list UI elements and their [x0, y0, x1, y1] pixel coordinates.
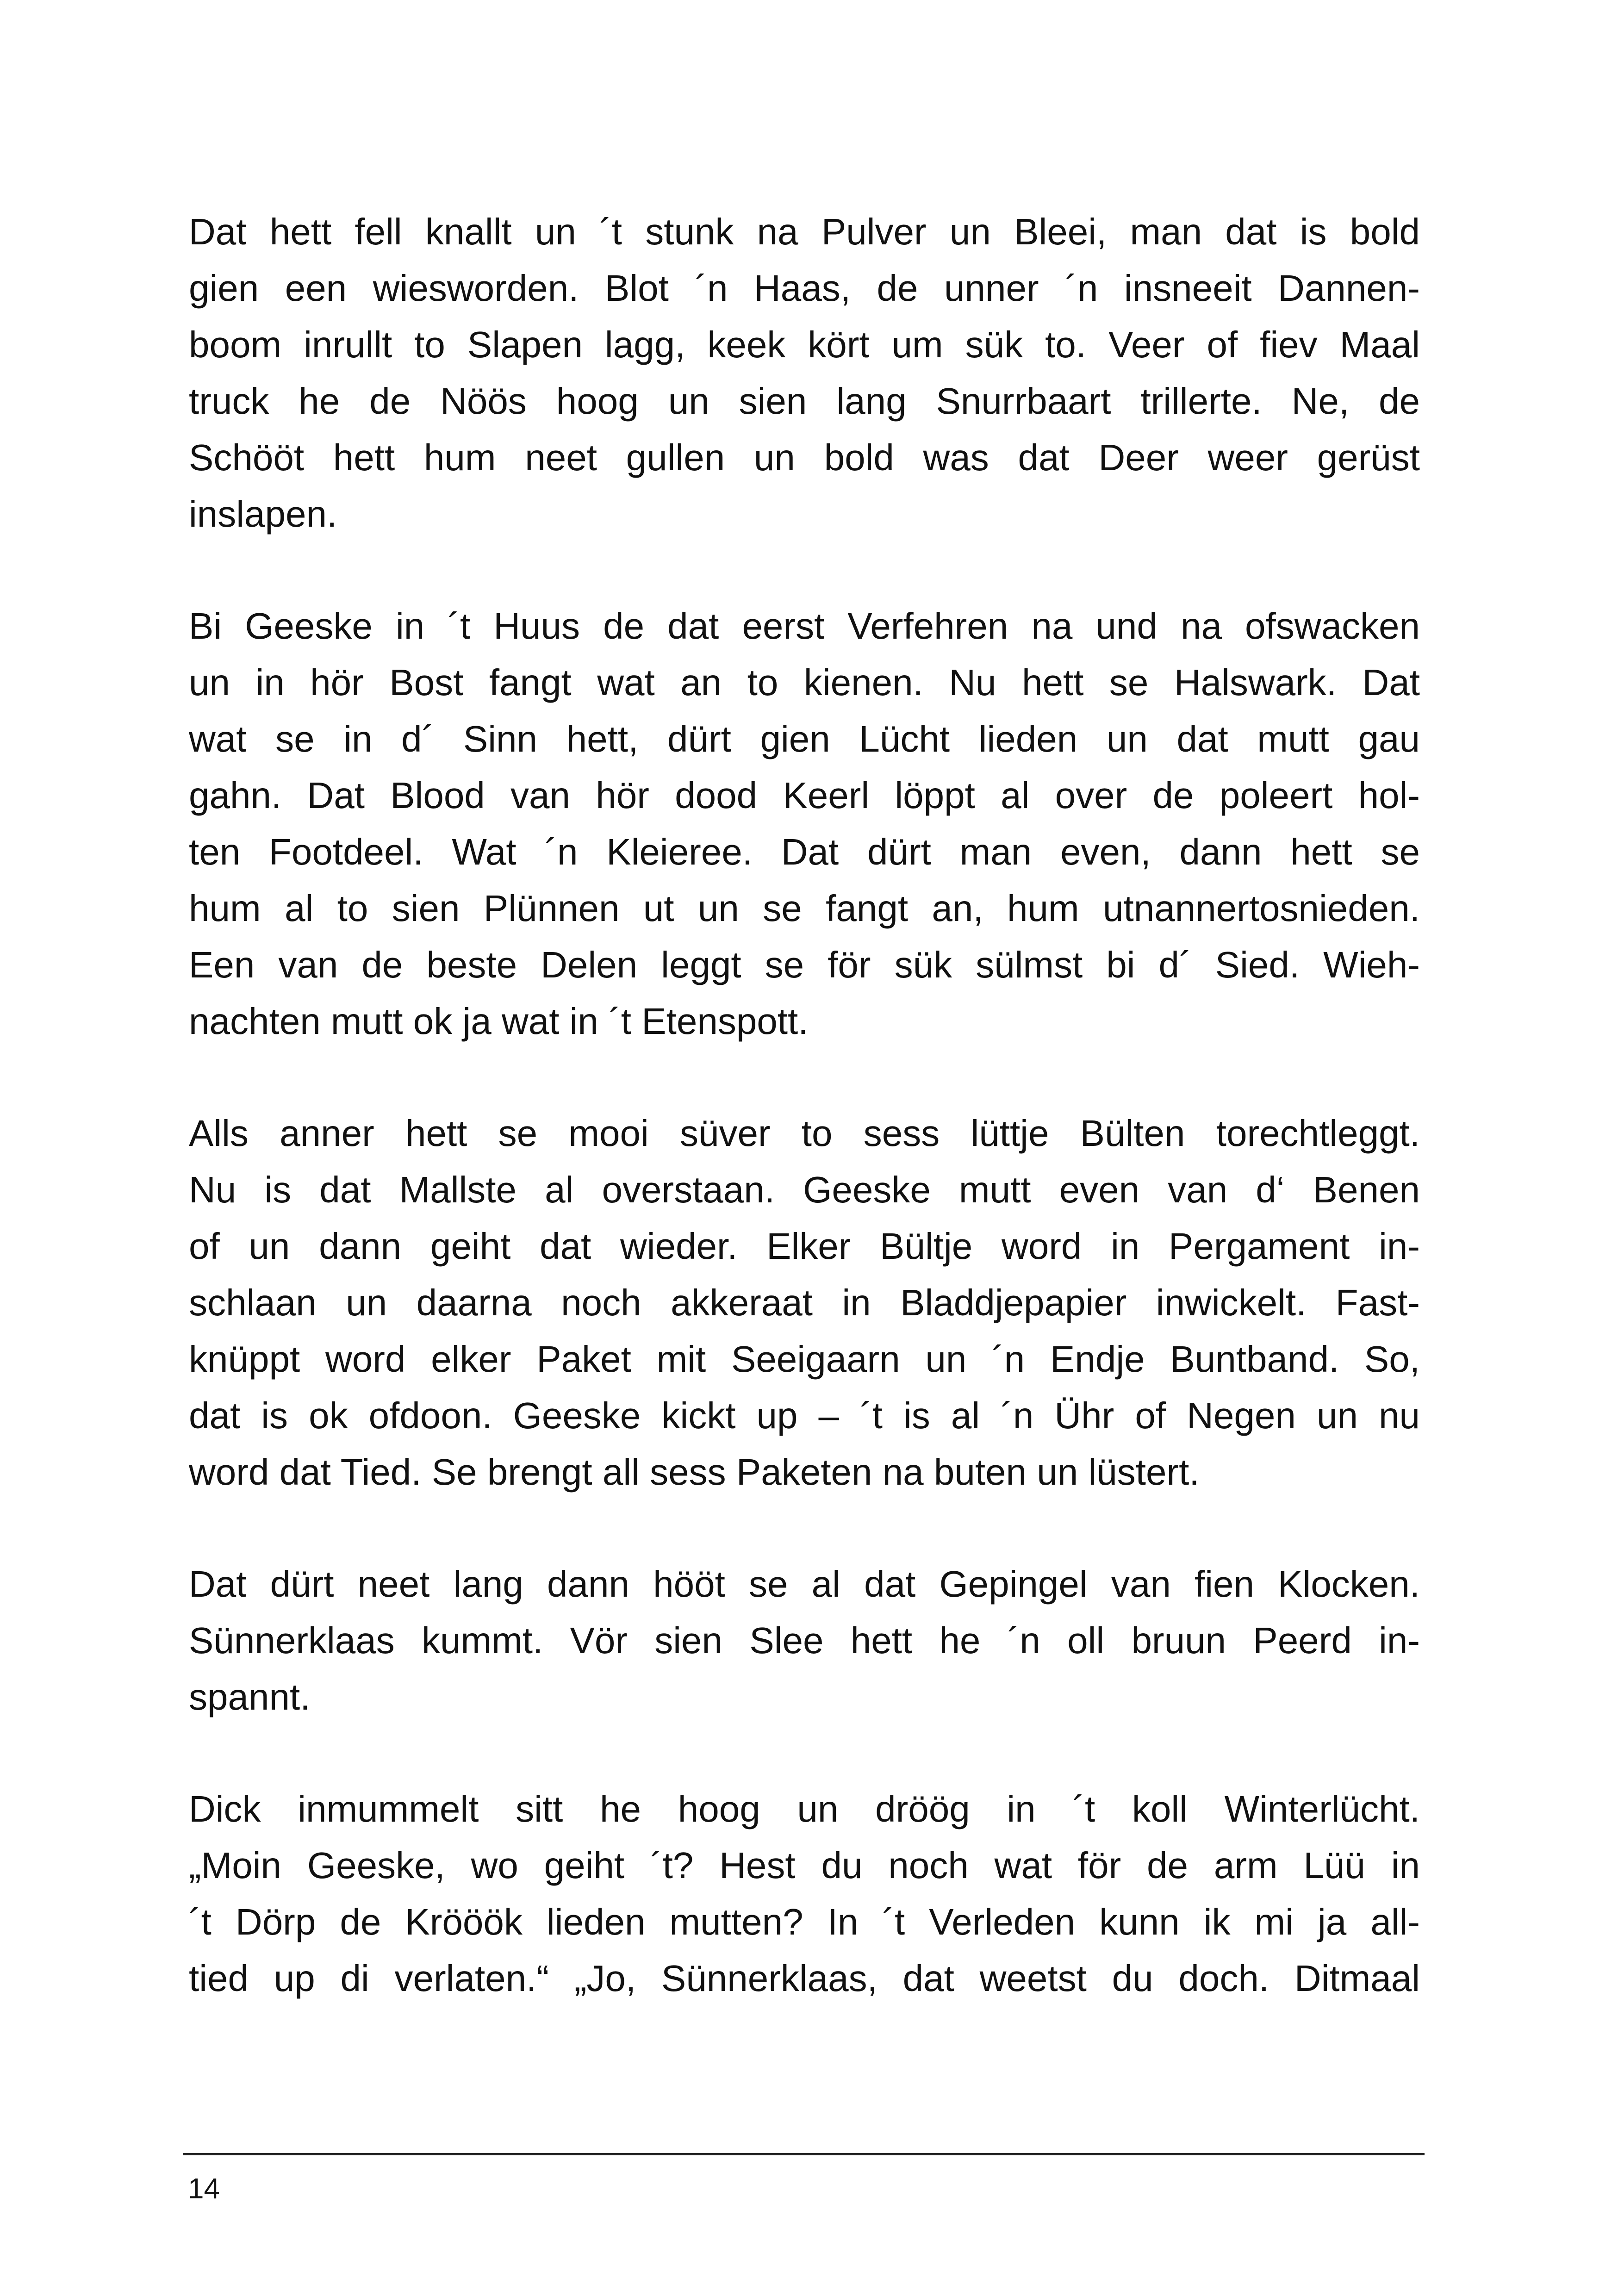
text-line: tied up di verlaten.“ „Jo, Sünnerklaas, dat weetst du doch. Ditmaal	[189, 1958, 1420, 1999]
text-line: „Moin Geeske, wo geiht ´t? Hest du noch wat för de arm Lüü in	[189, 1845, 1420, 1886]
text-line: truck he de Nöös hoog un sien lang Snurrbaart trillerte. Ne, de	[189, 380, 1420, 422]
paragraph-4	[189, 1556, 1420, 1725]
text-line: un in hör Bost fangt wat an to kienen. Nu hett se Halswark. Dat	[189, 662, 1420, 703]
paragraph-1	[189, 204, 1420, 542]
text-line: hum al to sien Plünnen ut un se fangt an, hum utnannertosnieden.	[189, 888, 1420, 929]
paragraph-5	[189, 1781, 1420, 2007]
text-line: wat se in d´ Sinn hett, dürt gien Lücht lieden un dat mutt gau	[189, 718, 1420, 759]
page-number: 14	[188, 2173, 220, 2205]
text-line: Nu is dat Mallste al overstaan. Geeske mutt even van d‘ Benen	[189, 1169, 1420, 1210]
body-text	[189, 204, 1420, 2062]
text-line: dat is ok ofdoon. Geeske kickt up – ´t is al ´n Ühr of Negen un nu	[189, 1395, 1420, 1436]
paragraph-3	[189, 1105, 1420, 1500]
text-line: spannt.	[189, 1676, 311, 1717]
paragraph-2	[189, 598, 1420, 1050]
text-line: word dat Tied. Se brengt all sess Paketen na buten un lüstert.	[189, 1451, 1200, 1493]
text-line: Een van de beste Delen leggt se för sük sülmst bi d´ Sied. Wieh-	[189, 944, 1420, 985]
text-line: inslapen.	[189, 493, 337, 535]
text-line: Dick inmummelt sitt he hoog un dröög in ´t koll Winterlücht.	[189, 1788, 1420, 1829]
text-line: Dat dürt neet lang dann hööt se al dat Gepingel van fien Klocken.	[189, 1563, 1420, 1605]
text-line: Alls anner hett se mooi süver to sess lüttje Bülten torechtleggt.	[189, 1113, 1420, 1154]
text-line: nachten mutt ok ja wat in ´t Etenspott.	[189, 1001, 809, 1042]
text-line: Schööt hett hum neet gullen un bold was dat Deer weer gerüst	[189, 437, 1420, 478]
text-line: knüppt word elker Paket mit Seeigaarn un ´n Endje Buntband. So,	[189, 1338, 1420, 1380]
text-line: boom inrullt to Slapen lagg, keek kört um sük to. Veer of fiev Maal	[189, 324, 1420, 365]
text-line: Bi Geeske in ´t Huus de dat eerst Verfehren na und na ofswacken	[189, 605, 1420, 647]
text-line: Dat hett fell knallt un ´t stunk na Pulver un Bleei, man dat is bold	[189, 211, 1420, 252]
text-line: ten Footdeel. Wat ´n Kleieree. Dat dürt man even, dann hett se	[189, 831, 1420, 872]
text-line: gahn. Dat Blood van hör dood Keerl löppt al over de poleert hol-	[189, 775, 1420, 816]
text-line: Sünnerklaas kummt. Vör sien Slee hett he ´n oll bruun Peerd in-	[189, 1620, 1420, 1661]
text-line: of un dann geiht dat wieder. Elker Bültje word in Pergament in-	[189, 1226, 1420, 1267]
text-line: schlaan un daarna noch akkeraat in Bladdjepapier inwickelt. Fast-	[189, 1282, 1420, 1323]
text-line: ´t Dörp de Krööök lieden mutten? In ´t Verleden kunn ik mi ja all-	[189, 1901, 1420, 1942]
footer-divider	[183, 2153, 1425, 2155]
text-line: gien een wiesworden. Blot ´n Haas, de unner ´n insneeit Dannen-	[189, 268, 1420, 309]
